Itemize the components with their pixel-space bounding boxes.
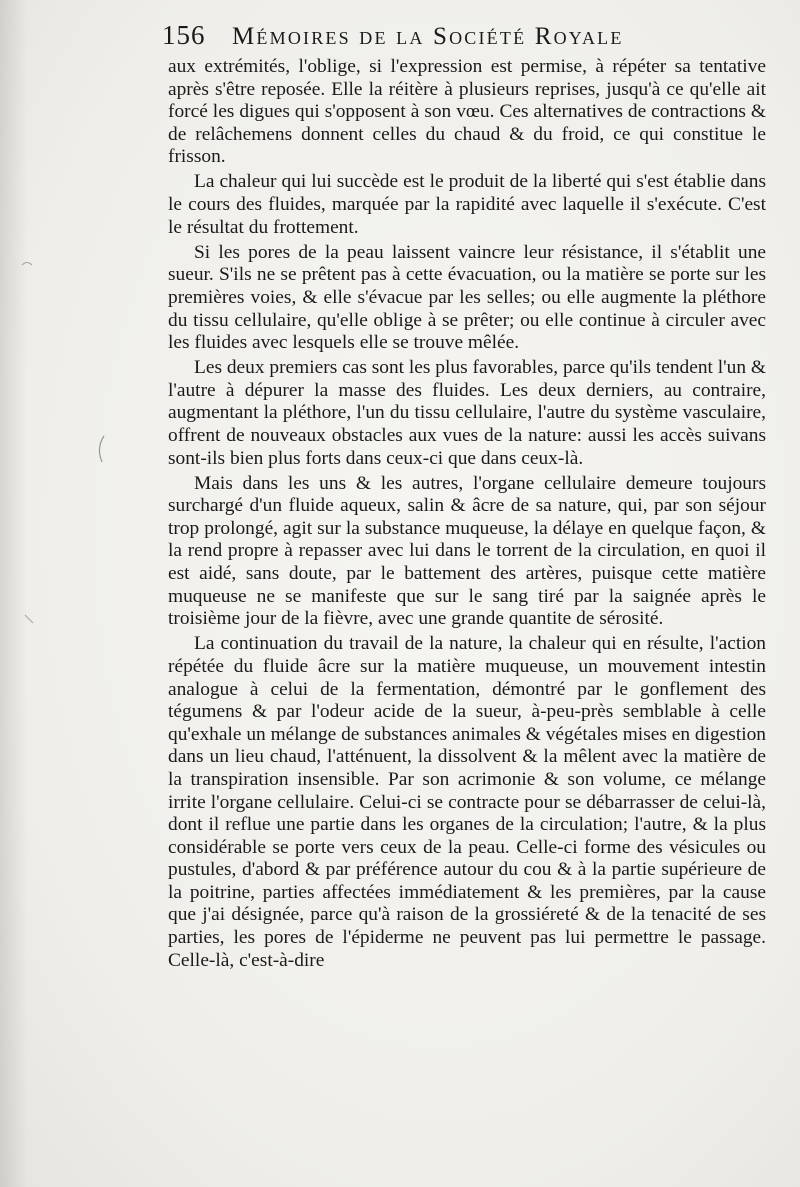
- margin-mark: [20, 258, 34, 272]
- paragraph: aux extrémités, l'oblige, si l'expression est permise, à répéter sa tentative après s'être reposée. Elle la réitère à plusieurs reprises, jusqu'à ce qu'elle ait forcé les digues qui s'opposent à son vœu. Ces alternatives de contractions & de relâchemens donnent celles du chaud & du froid, ce qui constitue le frisson.: [168, 56, 766, 168]
- paragraph: Les deux premiers cas sont les plus favorables, parce qu'ils tendent l'un & l'autre à dépurer la masse des fluides. Les deux derniers, au contraire, augmentant la pléthore, l'un du tissu cellulaire, l'autre du système vasculaire, offrent de nouveaux obstacles aux vues de la nature: aussi les accès suivans sont-ils bien plus forts dans ceux-ci que dans ceux-là.: [168, 357, 766, 469]
- paragraph: La chaleur qui lui succède est le produit de la liberté qui s'est établie dans le cours des fluides, marquée par la rapidité avec laquelle il s'exécute. C'est le résultat du frottement.: [168, 171, 766, 238]
- gutter-shadow: [0, 0, 28, 1187]
- paragraph: Si les pores de la peau laissent vaincre leur résistance, il s'établit une sueur. S'ils ne se prêtent pas à cette évacuation, ou la matière se porte sur les premières voies, & elle s'évacue par les selles; ou elle augmente la pléthore du tissu cellulaire, qu'elle oblige à se prêter; ou elle continue à circuler avec les fluides avec lesquels elle se trouve mêlée.: [168, 241, 766, 354]
- page-number: 156: [162, 20, 206, 50]
- page-header: [162, 20, 702, 54]
- body-text: [168, 56, 766, 975]
- margin-mark: [92, 434, 108, 464]
- running-title: Mémoires de la Société Royale: [232, 23, 624, 50]
- margin-mark: [22, 612, 36, 626]
- paragraph: La continuation du travail de la nature, la chaleur qui en résulte, l'action répétée du fluide âcre sur la matière muqueuse, un mouvement intestin analogue à celui de la fermentation, démontré par le gonflement des tégumens & par l'odeur acide de la sueur, à-peu-près semblable à celle qu'exhale un mélange de substances animales & végétales mises en digestion dans un lieu chaud, l'atténuent, la dissolvent & la mêlent avec la matière de la transpiration insensible. Par son acrimonie & son volume, ce mélange irrite l'organe cellulaire. Celui-ci se contracte pour se débarrasser de celui-là, dont il reflue une partie dans les organes de la circulation; l'autre, & la plus considérable se porte vers ceux de la peau. Celle-ci forme des vésicules ou pustules, d'abord & par préférence autour du cou & à la partie supérieure de la poitrine, parties affectées immédiatement & les premières, par la cause que j'ai désignée, parce qu'à raison de la grossiéreté & de la tenacité de ses parties, les pores de l'épiderme ne peuvent pas lui permettre le passage. Celle-là, c'est-à-dire: [168, 633, 766, 971]
- paragraph: Mais dans les uns & les autres, l'organe cellulaire demeure toujours surchargé d'un fluide aqueux, salin & âcre de sa nature, qui, par son séjour trop prolongé, agit sur la substance muqueuse, la délaye en quelque façon, & la rend propre à repasser avec lui dans le torrent de la circulation, en quoi il est aidé, sans doute, par le battement des artères, puisque cette matière muqueuse ne se manifeste que sur le sang tiré par la saignée après le troisième jour de la fièvre, avec une grande quantite de sérosité.: [168, 472, 766, 630]
